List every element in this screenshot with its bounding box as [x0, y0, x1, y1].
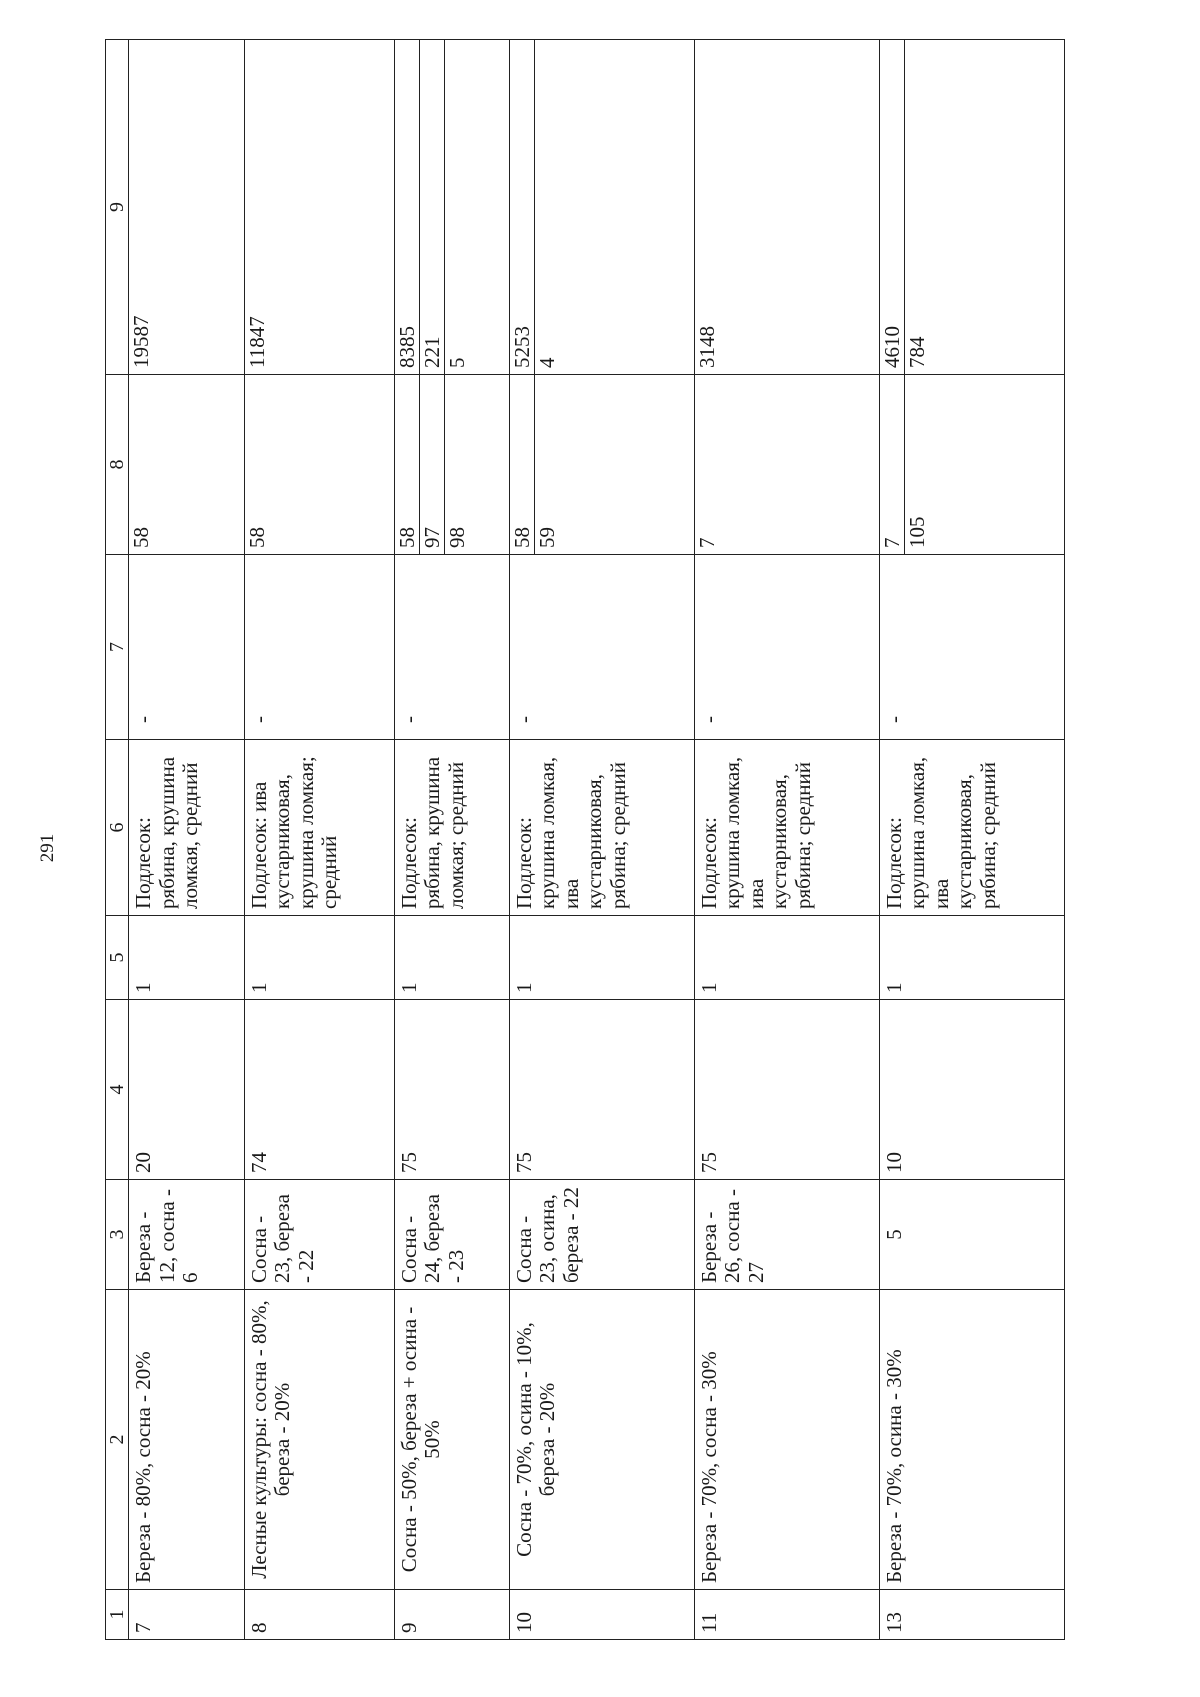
species-age: Сосна - 23, осина, береза - 22: [509, 1180, 694, 1290]
species-composition: Береза - 80%, сосна - 20%: [129, 1290, 244, 1590]
rotated-table-container: [105, 40, 1065, 1640]
area-value: 11847: [244, 316, 269, 368]
forest-inventory-table: [105, 39, 1065, 1640]
column-header: 6: [106, 740, 129, 916]
class-value: 1: [394, 916, 509, 1000]
column-header: 7: [106, 555, 129, 740]
table-header: [106, 40, 129, 1640]
stock-value: 10: [879, 1000, 1064, 1180]
area-value: 5: [444, 357, 469, 368]
area-value: 4610: [880, 40, 905, 374]
species-age: Сосна - 24, береза - 23: [394, 1180, 509, 1290]
area-cell: [879, 40, 1064, 375]
code-value: 105: [904, 516, 929, 548]
column-7-value: -: [694, 555, 879, 740]
table-body: [129, 40, 1065, 1640]
table-row: [879, 40, 1064, 1640]
table-row: [694, 40, 879, 1640]
class-value: 1: [129, 916, 244, 1000]
column-header: 8: [106, 375, 129, 555]
table-row: [129, 40, 244, 1640]
stock-value: 20: [129, 1000, 244, 1180]
area-value: 784: [904, 336, 929, 368]
species-age: Береза - 12, сосна - 6: [129, 1180, 244, 1290]
code-cell: [694, 375, 879, 555]
code-value: 7: [880, 375, 905, 554]
column-7-value: -: [129, 555, 244, 740]
undergrowth-description: Подлесок: ива кустарниковая, крушина ломкая; средний: [244, 740, 394, 916]
column-7-value: -: [509, 555, 694, 740]
column-header: 5: [106, 916, 129, 1000]
area-cell: [129, 40, 244, 375]
undergrowth-description: Подлесок: рябина, крушина ломкая; средний: [394, 740, 509, 916]
table-row: [509, 40, 694, 1640]
row-number: 11: [694, 1590, 879, 1640]
class-value: 1: [694, 916, 879, 1000]
class-value: 1: [879, 916, 1064, 1000]
species-composition: Береза - 70%, сосна - 30%: [694, 1290, 879, 1590]
area-value: 8385: [395, 40, 420, 374]
code-value: 98: [444, 527, 469, 548]
stock-value: 75: [694, 1000, 879, 1180]
species-composition: Сосна - 50%, береза + осина - 50%: [394, 1290, 509, 1590]
header-row: [106, 40, 129, 1640]
area-value: 221: [420, 40, 445, 374]
species-age: Сосна - 23, береза - 22: [244, 1180, 394, 1290]
column-header: 4: [106, 1000, 129, 1180]
undergrowth-description: Подлесок: крушина ломкая, ива кустарниковая, рябина; средний: [694, 740, 879, 916]
table-row: [394, 40, 509, 1640]
row-number: 13: [879, 1590, 1064, 1640]
column-header: 3: [106, 1180, 129, 1290]
species-composition: Сосна - 70%, осина - 10%, береза - 20%: [509, 1290, 694, 1590]
class-value: 1: [509, 916, 694, 1000]
row-number: 7: [129, 1590, 244, 1640]
species-age: 5: [879, 1180, 1064, 1290]
code-value: 58: [510, 375, 535, 554]
area-value: 5253: [510, 40, 535, 374]
column-7-value: -: [879, 555, 1064, 740]
area-value: 3148: [694, 326, 719, 368]
code-value: 59: [534, 527, 559, 548]
column-header: 9: [106, 40, 129, 375]
code-value: 58: [129, 527, 154, 548]
species-age: Береза - 26, сосна - 27: [694, 1180, 879, 1290]
row-number: 8: [244, 1590, 394, 1640]
stock-value: 75: [394, 1000, 509, 1180]
column-header: 1: [106, 1590, 129, 1640]
row-number: 10: [509, 1590, 694, 1640]
code-value: 7: [694, 537, 719, 548]
table-row: [244, 40, 394, 1640]
code-value: 58: [395, 375, 420, 554]
area-cell: [244, 40, 394, 375]
stock-value: 74: [244, 1000, 394, 1180]
page-number: 291: [37, 833, 58, 863]
area-cell: [509, 40, 694, 375]
area-value: 4: [534, 357, 559, 368]
area-value: 19587: [129, 315, 154, 368]
species-composition: Лесные культуры: сосна - 80%, береза - 20%: [244, 1290, 394, 1590]
column-7-value: -: [394, 555, 509, 740]
undergrowth-description: Подлесок: крушина ломкая, ива кустарниковая, рябина; средний: [879, 740, 1064, 916]
code-value: 58: [244, 527, 269, 548]
area-cell: [694, 40, 879, 375]
code-cell: [244, 375, 394, 555]
stock-value: 75: [509, 1000, 694, 1180]
code-cell: [879, 375, 1064, 555]
class-value: 1: [244, 916, 394, 1000]
species-composition: Береза - 70%, осина - 30%: [879, 1290, 1064, 1590]
column-header: 2: [106, 1290, 129, 1590]
area-cell: [394, 40, 509, 375]
code-value: 97: [420, 375, 445, 554]
code-cell: [394, 375, 509, 555]
undergrowth-description: Подлесок: крушина ломкая, ива кустарниковая, рябина; средний: [509, 740, 694, 916]
column-7-value: -: [244, 555, 394, 740]
code-cell: [509, 375, 694, 555]
undergrowth-description: Подлесок: рябина, крушина ломкая, средний: [129, 740, 244, 916]
code-cell: [129, 375, 244, 555]
row-number: 9: [394, 1590, 509, 1640]
